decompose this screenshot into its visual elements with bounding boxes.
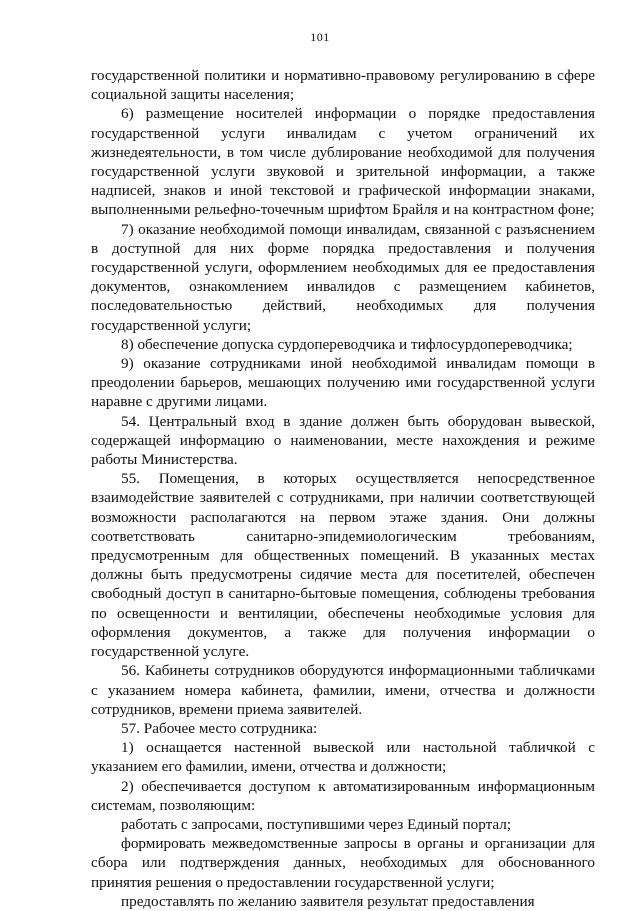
- document-body: [91, 66, 595, 911]
- paragraph-subitem-requests: работать с запросами, поступившими через Единый портал;: [121, 815, 512, 833]
- paragraph-clause-54: 54. Центральный вход в здание должен быть оборудован вывеской, содержащей информацию о наименовании, месте нахождения и режиме работы Министерства.: [91, 412, 595, 469]
- paragraph-item-6: 6) размещение носителей информации о порядке предоставления государственной услуги инвалидам с учетом ограничений их жизнедеятельности, в том числе дублирование необходимой для получения государственной услуги звуковой и зрительной информации, а также надписей, знаков и иной текстовой и графической информации знаками, выполненными рельефно-точечным шрифтом Брайля и на контрастном фоне;: [91, 105, 595, 219]
- paragraph-continuation: государственной политики и нормативно-правовому регулированию в сфере социальной защиты населения;: [91, 67, 595, 104]
- paragraph-clause-55: 55. Помещения, в которых осуществляется непосредственное взаимодействие заявителей с сотрудниками, при наличии соответствующей возможности располагаются на первом этаже здания. Они должны соответствовать санитарно-эпидемиологическим требованиям, предусмотренным для общественных помещений. В указанных местах должны быть предусмотрены сидячие места для посетителей, обеспечен свободный доступ в санитарно-бытовые помещения, соблюдены требования по освещенности и вентиляции, обеспечены необходимые условия для оформления документов, а также для получения информации о государственной услуге.: [91, 470, 595, 661]
- paragraph-item-9: 9) оказание сотрудниками иной необходимой инвалидам помощи в преодолении барьеров, мешающих получению ими государственной услуги наравне с другими лицами.: [91, 355, 595, 411]
- paragraph-subitem-result: предоставлять по желанию заявителя результат предоставления: [121, 892, 535, 910]
- page-number: 101: [310, 30, 330, 44]
- paragraph-clause-57-item-2: 2) обеспечивается доступом к автоматизированным информационным системам, позволяющим:: [91, 777, 595, 814]
- paragraph-clause-57-item-1: 1) оснащается настенной вывеской или настольной табличкой с указанием его фамилии, имени, отчества и должности;: [91, 739, 595, 776]
- paragraph-subitem-interagency: формировать межведомственные запросы в органы и организации для сбора или подтверждения данных, необходимых для обоснованного принятия решения о предоставлении государственной услуги;: [91, 835, 595, 891]
- paragraph-item-7: 7) оказание необходимой помощи инвалидам, связанной с разъяснением в доступной для них форме порядка предоставления и получения государственной услуги, оформлением необходимых для ее предоставления документов, ознакомлением инвалидов с размещением кабинетов, последовательностью действий, необходимых для получения государственной услуги;: [91, 220, 595, 334]
- paragraph-clause-56: 56. Кабинеты сотрудников оборудуются информационными табличками с указанием номера кабинета, фамилии, имени, отчества и должности сотрудников, времени приема заявителей.: [91, 662, 595, 718]
- paragraph-clause-57: 57. Рабочее место сотрудника:: [121, 719, 318, 737]
- paragraph-item-8: 8) обеспечение допуска сурдопереводчика и тифлосурдопереводчика;: [121, 335, 573, 353]
